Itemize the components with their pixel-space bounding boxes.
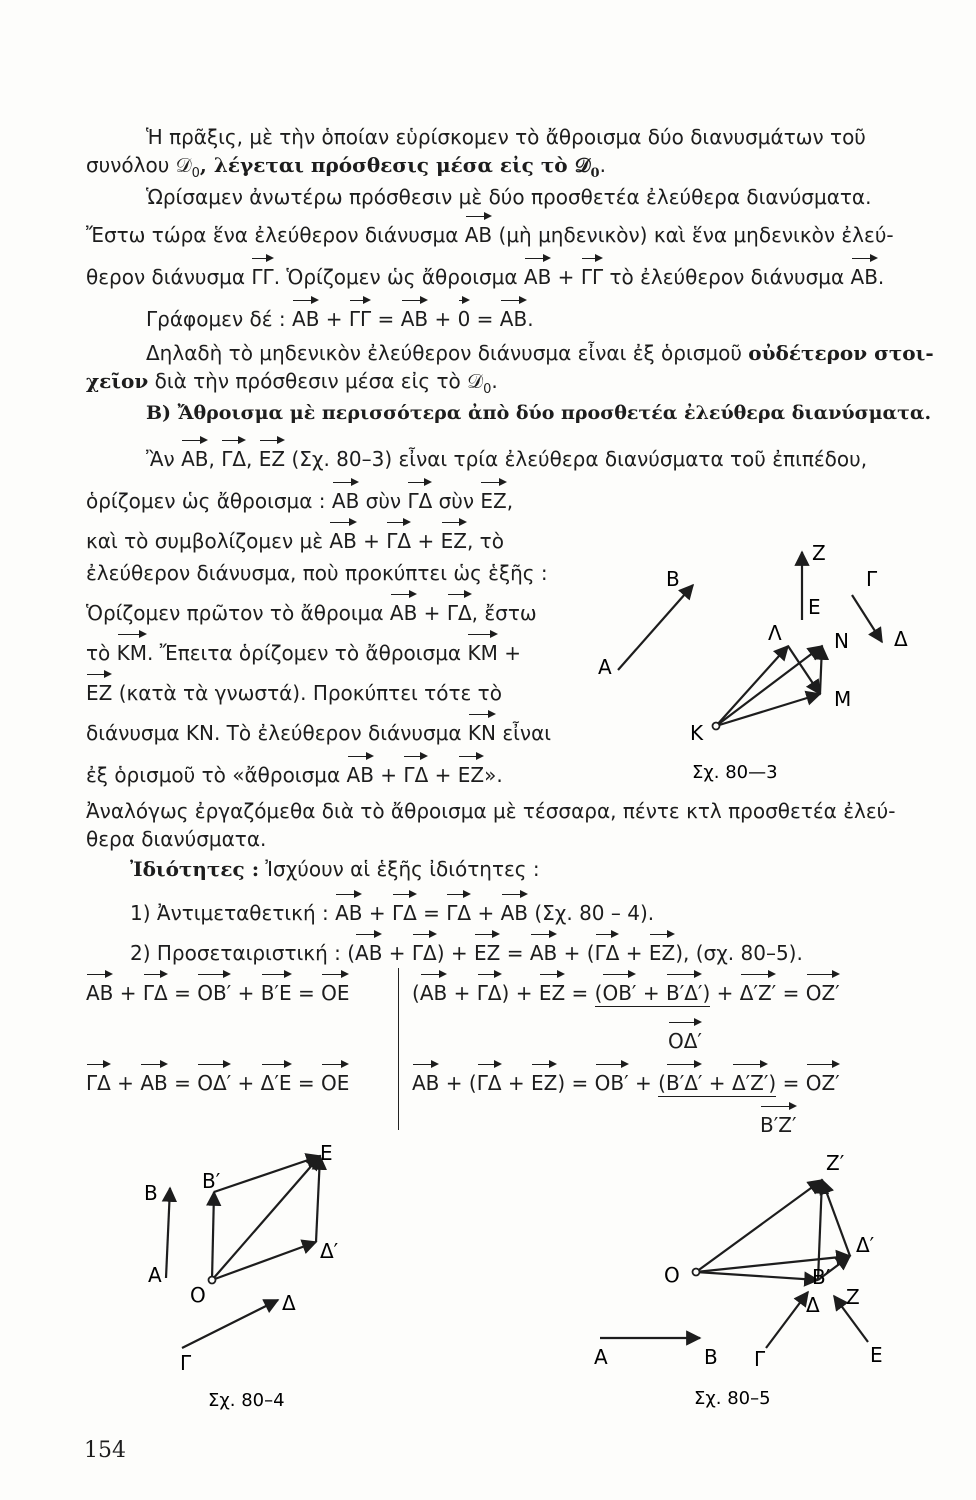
vector-GD: ΓΔ [407,489,433,513]
op: + [417,601,447,625]
vector-B1D1: Β′Δ′ [665,1071,703,1095]
op: + [356,529,387,553]
underbrace-result [668,1028,702,1054]
text: ». [484,763,503,787]
text: . [877,265,885,289]
vector-KM: ΚΜ [467,641,498,665]
subscript: 0 [590,166,600,181]
eq-left-1 [86,980,349,1006]
vector-AB: ΑΒ [331,489,360,513]
text: 1) Ἀντιμεταθετική : [130,901,336,925]
vector-KN-plain: ΚΝ [185,721,214,745]
vector-B1E: Β′Ε [260,981,292,1005]
op: + [447,981,477,1005]
vector-AB: ΑΒ [419,981,448,1005]
vector-AB: ΑΒ [86,981,114,1005]
section-heading: Β) Ἄθροισμα μὲ περισσότερα ἀπὸ δύο προσθετέα ἐλεύθερα διανύσματα. [146,402,932,424]
text: Ὡρίσαμεν ἀνωτέρω πρόσθεσιν μὲ δύο προσθετέα ἐλεύθερα διανύσματα. [146,185,872,209]
op: = [371,307,401,331]
vector-D1Z1: Δ′Ζ′ [739,981,777,1005]
label-B1: Β′ [812,1265,831,1289]
para-line [86,222,894,248]
arrow-AB [618,585,693,670]
vector-OZ1: ΟΖ′ [805,1071,840,1095]
arrow-KN [716,646,822,726]
label-D1: Δ′ [856,1233,875,1257]
vector-OD1: ΟΔ′ [668,1029,702,1053]
text: σὺν [359,489,408,513]
label-G: Γ [754,1347,766,1371]
text: + [497,641,521,665]
text: . [527,307,534,331]
column-divider [398,968,399,1130]
vector-AB: ΑΒ [412,1071,440,1095]
subscript: 0 [191,166,200,181]
label-A: Α [598,655,612,679]
vector-AB: ΑΒ [529,941,558,965]
op: = [776,981,806,1005]
op: = [416,901,447,925]
text: + [551,265,581,289]
op: ) [501,981,510,1005]
vector-GD: ΓΔ [411,941,437,965]
arrow-D1Z1 [822,1180,850,1256]
vector-EZ: ΕΖ [258,447,286,471]
label-Z1: Ζ′ [826,1151,845,1175]
vector-AB: ΑΒ [850,265,878,289]
op: + [411,529,441,553]
op: + [702,1071,732,1095]
op: = [291,1071,321,1095]
vector-zero: 0 [457,307,471,331]
caption: Σχ. 80–4 [208,1390,285,1410]
vector-GD: ΓΔ [221,447,247,471]
op: + [382,941,412,965]
text: Ἀναλόγως ἐργαζόμεθα διὰ τὸ ἄθροισμα μὲ τέσσαρα, πέντε κτλ προσθετέα ἐλεύ- [86,799,896,823]
figure-80-5 [586,1140,926,1415]
para-line: Ἂν ΑΒ, ΓΔ, ΕΖ (Σχ. 80–3) εἶναι τρία ἐλεύθερα διανύσματα τοῦ ἐπιπέδου, [146,447,868,471]
eq-right-2 [412,1070,840,1096]
text: . [599,153,606,177]
op: ) [436,941,445,965]
underbrace-result [760,1112,797,1138]
para-line [86,762,503,788]
vector-D1Z1: Δ′Ζ′ [731,1071,769,1095]
label-D1: Δ′ [320,1239,339,1263]
op: + [231,1071,261,1095]
op: + [501,1071,532,1095]
op: = [291,981,322,1005]
text: (κατὰ τὰ γνωστά). Προκύπτει τότε τὸ [112,681,502,705]
arrow-OZ1 [696,1180,822,1272]
point-O [693,1269,700,1276]
text: . Τὸ ἐλεύθερον διάνυσμα [213,721,468,745]
label-D: Δ [282,1291,296,1315]
vector-OB1: ΟΒ′ [594,1071,629,1095]
point-K [713,723,720,730]
text: (μὴ μηδενικὸν) καὶ ἕνα μηδενικὸν ἐλεύ- [492,223,894,247]
vector-KM: ΚΜ [116,641,148,665]
vector-AB: ΑΒ [335,901,363,925]
vector-EZ: ΕΖ [480,489,507,513]
vector-GD: ΓΔ [476,981,502,1005]
label-A: Α [594,1345,608,1369]
vector-GD: ΓΔ [142,981,168,1005]
caption: Σχ. 80—3 [692,762,778,783]
label-E: Ε [808,595,821,619]
vector-AB: ΑΒ [346,763,374,787]
text: . Ὁρίζομεν ὡς ἄθροισμα [273,265,524,289]
para-line [86,264,884,290]
op: = [500,941,530,965]
label-E: Ε [320,1141,333,1165]
op: = [470,307,500,331]
op: ( [586,941,595,965]
op: + [362,901,392,925]
vector-AB: ΑΒ [355,941,383,965]
text: διὰ τὴν πρόσθεσιν μέσα εἰς τὸ 𝒟 [148,369,484,393]
para-line [86,560,548,586]
text: (Σχ. 80 – 4). [528,901,655,925]
op: ( [594,981,603,1005]
op: = [167,1071,198,1095]
label-O: Ο [664,1263,680,1287]
op: + [428,763,458,787]
vector-AB: ΑΒ [140,1071,168,1095]
label-G: Γ [180,1351,192,1375]
label-B: Β [704,1345,718,1369]
op: + [557,941,587,965]
vector-GD: ΓΔ [386,529,412,553]
vector-GD: ΓΔ [476,1071,502,1095]
vector-EZ: ΕΖ [457,763,485,787]
text: , (σχ. 80–5). [683,941,803,965]
vector-B1Z1: Β′Ζ′ [760,1113,797,1137]
label-D: Δ [894,627,908,651]
vector-EZ: ΕΖ [440,529,467,553]
op: ) [768,1071,777,1095]
para-line [86,826,266,852]
op: + [636,981,666,1005]
vector-EZ: ΕΖ [648,941,676,965]
text: τὸ ἐλεύθερον διάνυσμα [603,265,851,289]
vector-GG: ΓΓ [251,265,274,289]
para-line [146,184,871,210]
para-line [86,152,606,187]
text: Δηλαδὴ τὸ μηδενικὸν ἐλεύθερον διάνυσμα εἶναι ἐξ ὁρισμοῦ [146,341,749,365]
para-line [86,798,895,824]
vector-KN: ΚΝ [467,721,496,745]
op: + [471,901,501,925]
text: Ὁρίζομεν πρῶτον τὸ ἄθροιμα [86,601,390,625]
property-1 [130,900,654,926]
vector-OB1: ΟΒ′ [602,981,637,1005]
text: Ἰσχύουν αἱ ἑξῆς ἰδιότητες : [259,857,540,881]
label-L: Λ [768,621,782,645]
para-line [86,640,521,666]
para-line [86,488,513,514]
text: συνόλου 𝒟 [86,153,192,177]
para-line [86,600,537,626]
vector-AB: ΑΒ [400,307,429,331]
op: + [628,1071,659,1095]
op: ) [557,1071,566,1095]
op: ( [412,981,420,1005]
label-Z: Ζ [812,541,826,565]
label-B: Β [144,1181,158,1205]
text: 2) Προσεταιριστική : [130,941,348,965]
bold-text: , λέγεται πρόσθεσις μέσα εἰς τὸ 𝒟 [199,153,591,177]
op: + [428,307,458,331]
vector-AB: ΑΒ [292,307,320,331]
vector-GG: ΓΓ [348,307,372,331]
op: = [776,1071,806,1095]
vector-OE: ΟΕ [321,1071,350,1095]
vector-EZ: ΕΖ [86,681,113,705]
text: διάνυσμα [86,721,186,745]
op: + [373,763,404,787]
op: + [619,941,649,965]
label-K: Κ [690,721,704,745]
vector-OZ1: ΟΖ′ [805,981,840,1005]
underbrace-group [595,981,711,1007]
arrow-MN [820,646,822,694]
text: . [491,369,498,393]
subscript: 0 [483,382,492,397]
text: (Σχ. 80–3) εἶναι τρία ἐλεύθερα διανύσματα τοῦ ἐπιπέδου, [285,447,868,471]
text: Ἔστω τώρα ἕνα ἐλεύθερον διάνυσμα [86,223,465,247]
op: + [113,981,143,1005]
vector-GD: ΓΔ [446,901,472,925]
label-E: Ε [870,1343,883,1367]
label-B1: Β′ [202,1169,221,1193]
arrow-LM [788,646,820,694]
para-line [86,528,504,554]
caption: Σχ. 80–5 [694,1388,771,1409]
figure-80-4 [130,1130,380,1410]
eq-left-2 [86,1070,349,1096]
point-O [209,1277,216,1284]
vector-D1E: Δ′Ε [260,1071,292,1095]
op: ( [468,1071,477,1095]
text: εἶναι [495,721,552,745]
vector-B1D1: Β′Δ′ [665,981,703,1005]
op: = [565,981,595,1005]
op: + [231,981,261,1005]
op: = [565,1071,595,1095]
bold-text: χεῖον [86,369,149,393]
op: ( [347,941,356,965]
label-B: Β [666,567,680,591]
para-line [86,680,502,706]
arrow-GD [766,1292,808,1348]
text: ἐξ ὁρισμοῦ τὸ «ἄθροισμα [86,763,347,787]
vector-AB: ΑΒ [464,223,493,247]
op: + [509,981,539,1005]
vector-EZ: ΕΖ [531,1071,558,1095]
eq-right-1 [412,980,840,1006]
vector-GD: ΓΔ [594,941,620,965]
para-line [130,856,540,882]
bold-text: Ἰδιότητες : [130,857,260,881]
vector-OD1: ΟΔ′ [197,1071,232,1095]
text: Ἂν [146,447,182,471]
underbrace-group [658,1071,776,1097]
label-D: Δ [806,1293,820,1317]
vector-GD: ΓΔ [446,601,472,625]
vector-AB: ΑΒ [523,265,552,289]
op: + [710,981,740,1005]
vector-AB: ΑΒ [329,529,357,553]
op: = [167,981,198,1005]
arrow-D1E [316,1156,320,1242]
text: σὺν [432,489,481,513]
equation-line [146,306,534,332]
vector-AB: ΑΒ [500,901,528,925]
para-line [146,340,934,366]
arrow-AB [166,1188,170,1278]
vector-AB: ΑΒ [499,307,528,331]
arrow-GD [852,595,882,642]
text: , ἔστω [471,601,537,625]
op: ) [702,981,711,1005]
para-line [86,368,498,403]
label-O: Ο [190,1283,206,1307]
label-N: Ν [834,629,849,653]
vector-OE: ΟΕ [321,981,350,1005]
vector-GG: ΓΓ [580,265,604,289]
label-Z: Ζ [846,1285,860,1309]
op: ) [675,941,684,965]
vector-AB: ΑΒ [389,601,418,625]
op: + [319,307,349,331]
vector-EZ: ΕΖ [474,941,501,965]
op: + [110,1071,141,1095]
text: . Ἔπειτα ὁρίζομεν τὸ ἄθροισμα [147,641,468,665]
figure-80-3 [580,530,950,790]
text: θερα διανύσματα. [86,827,267,851]
bold-text: οὐδέτερον στοι- [748,341,934,365]
op: + [444,941,475,965]
label-A: Α [148,1263,162,1287]
text: Γράφομεν δέ : [146,307,293,331]
arrow-GD [182,1300,278,1348]
label-G: Γ [866,567,878,591]
op: ( [658,1071,666,1095]
text: , [506,489,514,513]
text: τὸ [86,641,117,665]
vector-EZ: ΕΖ [538,981,566,1005]
vector-GD: ΓΔ [86,1071,111,1095]
vector-GD: ΓΔ [391,901,417,925]
op: + [439,1071,469,1095]
vector-GD: ΓΔ [403,763,429,787]
vector-AB: ΑΒ [181,447,209,471]
text: , τὸ [466,529,504,553]
page-number: 154 [84,1438,126,1463]
label-M: Μ [834,687,852,711]
text: Ἡ πρᾶξις, μὲ τὴν ὁποίαν εὑρίσκομεν τὸ ἄθροισμα δύο διανυσμάτων τοῦ [146,125,866,149]
property-2 [130,940,803,966]
arrow-OB1 [696,1272,818,1280]
text: ἐλεύθερον διάνυσμα, ποὺ προκύπτει ὡς ἑξῆς : [86,561,548,585]
vector-OB1: ΟΒ′ [197,981,232,1005]
text: θερον διάνυσμα [86,265,252,289]
para-line [146,124,866,150]
text: ὁρίζομεν ὡς ἄθροισμα : [86,489,332,513]
para-line [86,720,551,746]
text: καὶ τὸ συμβολίζομεν μὲ [86,529,330,553]
arrow-OB1 [212,1192,214,1280]
